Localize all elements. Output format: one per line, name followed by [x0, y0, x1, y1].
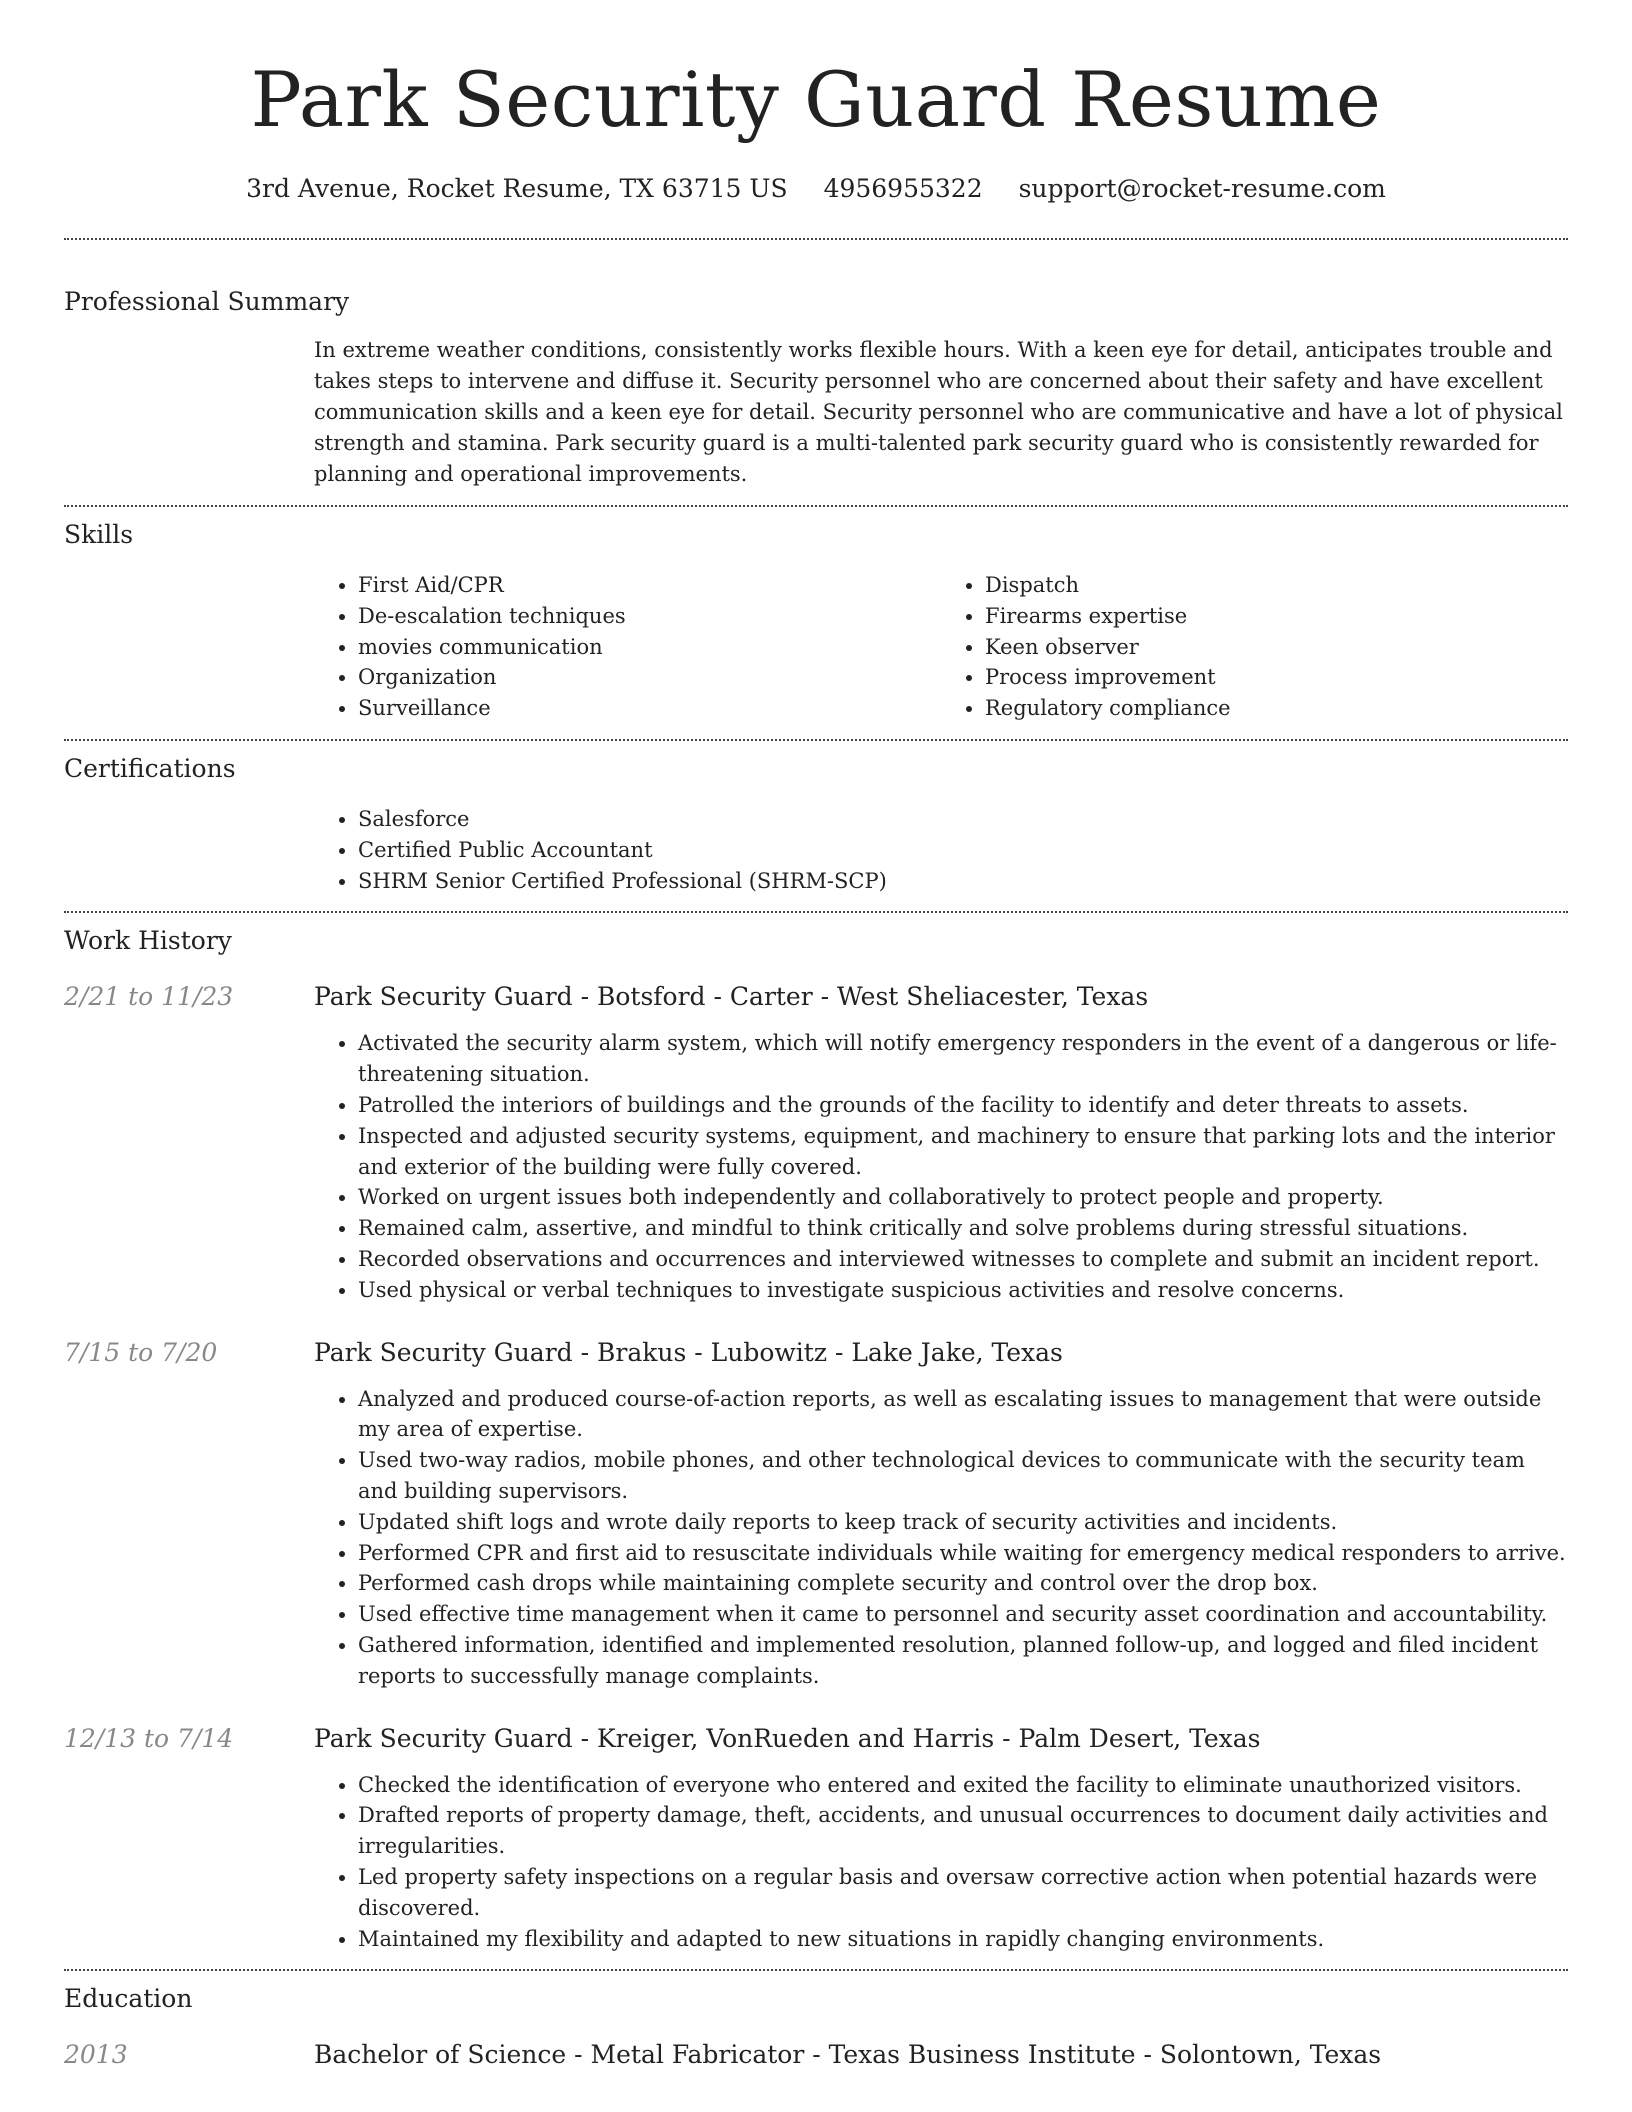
- skill-item: • Surveillance: [358, 693, 941, 724]
- job-bullet: • Analyzed and produced course-of-action reports, as well as escalating issues to management that were outside my area of expertise.: [358, 1384, 1568, 1446]
- skill-item: • De-escalation techniques: [358, 601, 941, 632]
- job-bullet: • Remained calm, assertive, and mindful to think critically and solve problems during stressful situations.: [358, 1213, 1568, 1244]
- contact-address: 3rd Avenue, Rocket Resume, TX 63715 US: [246, 174, 788, 203]
- section-heading-work-history: Work History: [64, 926, 232, 956]
- certifications-section: [64, 741, 1568, 896]
- skill-item: • Firearms expertise: [985, 601, 1568, 632]
- job-dates: 12/13 to 7/14: [64, 1723, 234, 1753]
- section-heading-skills: Skills: [64, 520, 134, 549]
- work-history-section: [64, 913, 1568, 1954]
- job-bullet: • Patrolled the interiors of buildings and the grounds of the facility to identify and deter threats to assets.: [358, 1090, 1568, 1121]
- job-bullet: • Used physical or verbal techniques to investigate suspicious activities and resolve concerns.: [358, 1275, 1568, 1306]
- skill-item: • First Aid/CPR: [358, 570, 941, 601]
- contact-phone: 4956955322: [823, 174, 983, 203]
- job-details: [314, 1770, 1568, 1955]
- section-heading-summary: Professional Summary: [64, 287, 350, 316]
- skill-item: • Organization: [358, 662, 941, 693]
- job-bullets: [314, 1770, 1568, 1955]
- job-bullets: [314, 1028, 1568, 1305]
- job-entry: [64, 980, 1568, 1014]
- job-dates: 2/21 to 11/23: [64, 982, 234, 1012]
- job-bullet: • Recorded observations and occurrences and interviewed witnesses to complete and submit an incident report.: [358, 1244, 1568, 1275]
- skill-item: • Regulatory compliance: [985, 693, 1568, 724]
- job-bullet: • Updated shift logs and wrote daily reports to keep track of security activities and incidents.: [358, 1507, 1568, 1538]
- resume-page: [64, 0, 1568, 2072]
- certification-item: • SHRM Senior Certified Professional (SHRM-SCP): [358, 866, 1568, 897]
- job-bullet: • Worked on urgent issues both independently and collaboratively to protect people and property.: [358, 1182, 1568, 1213]
- job-bullet: • Led property safety inspections on a regular basis and oversaw corrective action when potential hazards were discovered.: [358, 1862, 1568, 1924]
- skills-section: [64, 507, 1568, 724]
- skill-item: • Dispatch: [985, 570, 1568, 601]
- job-details: [314, 1384, 1568, 1692]
- job-title: Park Security Guard - Botsford - Carter - West Sheliacester, Texas: [314, 982, 1149, 1012]
- job-title: Park Security Guard - Brakus - Lubowitz - Lake Jake, Texas: [314, 1337, 1063, 1367]
- skill-item: • Keen observer: [985, 632, 1568, 663]
- summary-body: [314, 335, 1568, 490]
- job-title: Park Security Guard - Kreiger, VonRueden and Harris - Palm Desert, Texas: [314, 1723, 1261, 1753]
- job-bullet: • Gathered information, identified and implemented resolution, planned follow-up, and logged and filed incident reports to successfully manage complaints.: [358, 1630, 1568, 1692]
- job-dates: 7/15 to 7/20: [64, 1337, 218, 1367]
- certification-item: • Certified Public Accountant: [358, 835, 1568, 866]
- job-bullet: • Inspected and adjusted security systems, equipment, and machinery to ensure that parking lots and the interior and exterior of the building were fully covered.: [358, 1121, 1568, 1183]
- job-bullet: • Drafted reports of property damage, theft, accidents, and unusual occurrences to document daily activities and irregularities.: [358, 1800, 1568, 1862]
- section-heading-certifications: Certifications: [64, 753, 236, 783]
- job-details: [314, 1028, 1568, 1305]
- skill-item: • movies communication: [358, 632, 941, 663]
- job-bullet: • Performed CPR and first aid to resuscitate individuals while waiting for emergency medical responders to arrive.: [358, 1538, 1568, 1569]
- job-bullet: • Activated the security alarm system, which will notify emergency responders in the event of a dangerous or life-threatening situation.: [358, 1028, 1568, 1090]
- job-bullet: • Checked the identification of everyone who entered and exited the facility to eliminate unauthorized visitors.: [358, 1770, 1568, 1801]
- resume-title: Park Security Guard Resume: [250, 55, 1382, 144]
- contact-email: support@rocket-resume.com: [1018, 174, 1386, 203]
- summary-section: [64, 240, 1568, 490]
- skills-grid: [314, 570, 1568, 724]
- skills-list-right: [941, 570, 1568, 724]
- certifications-body: [314, 804, 1568, 896]
- job-bullet: • Used effective time management when it came to personnel and security asset coordination and accountability.: [358, 1599, 1568, 1630]
- job-bullets: [314, 1384, 1568, 1692]
- certification-item: • Salesforce: [358, 804, 1568, 835]
- education-entry: [64, 2038, 1568, 2072]
- job-bullet: • Performed cash drops while maintaining complete security and control over the drop box.: [358, 1568, 1568, 1599]
- certifications-list: [314, 804, 1568, 896]
- summary-text: In extreme weather conditions, consistently works flexible hours. With a keen eye for detail, anticipates trouble and takes steps to intervene and diffuse it. Security personnel who are concerned about their safety and have excellent communication skills and a keen eye for detail. Security personnel who are communicative and have a lot of physical strength and stamina. Park security guard is a multi-talented park security guard who is consistently rewarded for planning and operational improvements.: [314, 338, 1563, 486]
- section-heading-education: Education: [64, 1984, 193, 2014]
- job-entry: [64, 1336, 1568, 1370]
- skills-list-left: [314, 570, 941, 724]
- education-section: [64, 1971, 1568, 2072]
- education-title: Bachelor of Science - Metal Fabricator - Texas Business Institute - Solontown, Texas: [314, 2040, 1382, 2070]
- job-bullet: • Used two-way radios, mobile phones, and other technological devices to communicate with the security team and building supervisors.: [358, 1445, 1568, 1507]
- contact-line: [64, 172, 1568, 206]
- skill-item: • Process improvement: [985, 662, 1568, 693]
- job-entry: [64, 1722, 1568, 1756]
- education-year: 2013: [64, 2040, 128, 2070]
- job-bullet: • Maintained my flexibility and adapted to new situations in rapidly changing environments.: [358, 1924, 1568, 1955]
